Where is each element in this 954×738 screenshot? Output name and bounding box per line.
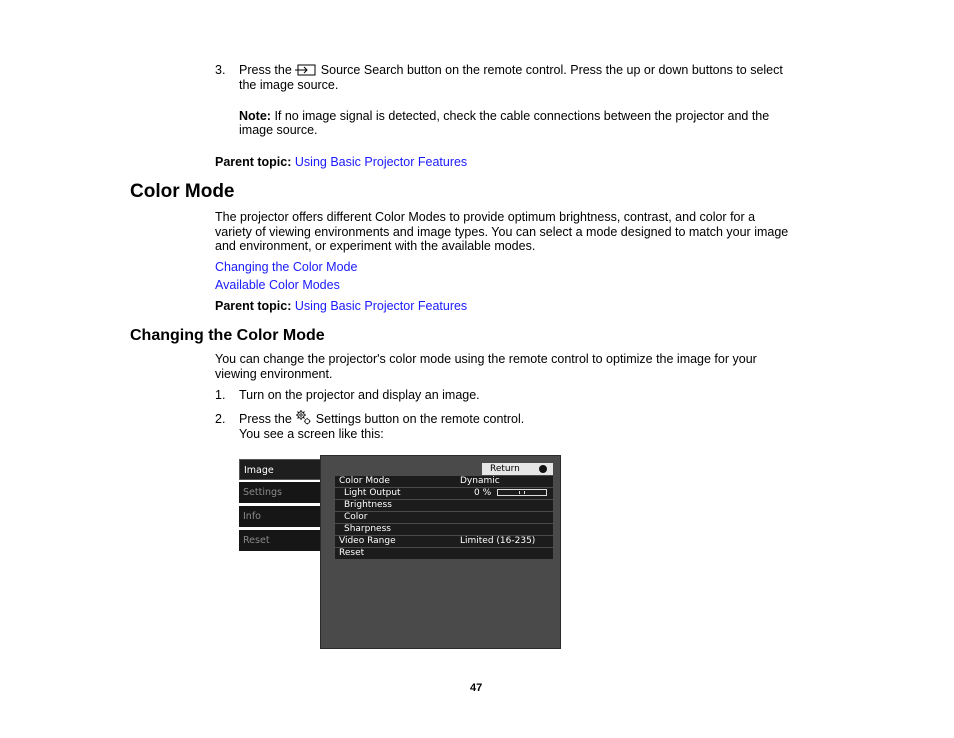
menu-row-label: Color Mode <box>339 476 390 486</box>
step1-text: Turn on the projector and display an image. <box>239 388 480 402</box>
menu-row-value: Dynamic <box>460 476 500 486</box>
menu-row-label: Sharpness <box>344 524 391 534</box>
color-mode-para-line2: variety of viewing environments and image types. You can select a mode designed to match your image <box>215 225 789 239</box>
step3-text-post: Source Search button on the remote control. Press the up or down buttons to select <box>320 63 783 77</box>
parent-topic-link[interactable]: Using Basic Projector Features <box>294 155 468 169</box>
step3-number: 3. <box>215 63 226 77</box>
step2-number: 2. <box>215 412 226 426</box>
page-number: 47 <box>470 682 483 694</box>
changing-para-line1: You can change the projector's color mode using the remote control to optimize the image for your <box>215 352 757 366</box>
menu-row-light-output <box>335 488 553 500</box>
menu-row-label: Brightness <box>344 500 392 510</box>
color-mode-heading: Color Mode <box>130 181 235 202</box>
menu-row-value: 0 % <box>474 488 492 498</box>
note-text: If no image signal is detected, check the cable connections between the projector and the <box>274 109 770 123</box>
changing-para-line2: viewing environment. <box>215 367 333 381</box>
menu-row-label: Video Range <box>339 536 396 546</box>
menu-panel <box>320 455 561 649</box>
menu-tab-settings: Settings <box>239 482 321 503</box>
color-mode-para-line1: The projector offers different Color Modes to provide optimum brightness, contrast, and color for a <box>215 210 756 224</box>
changing-color-mode-heading: Changing the Color Mode <box>130 327 325 344</box>
light-output-slider-marker <box>519 491 525 494</box>
menu-tab-reset: Reset <box>239 530 321 551</box>
parent-topic-1 <box>215 155 467 170</box>
menu-row-label: Color <box>344 512 368 522</box>
menu-tab-image: Image <box>239 459 327 480</box>
step1-number: 1. <box>215 388 226 402</box>
step2-text-pre: Press the <box>239 412 292 426</box>
menu-row-reset <box>335 548 553 560</box>
menu-tab-info: Info <box>239 506 321 527</box>
link-available-color-modes[interactable]: Available Color Modes <box>215 278 340 292</box>
parent-topic-label: Parent topic: <box>215 155 292 169</box>
light-output-slider <box>497 489 547 496</box>
menu-row-brightness <box>335 500 553 512</box>
step3-line2: the image source. <box>239 78 339 92</box>
menu-row-value: Limited (16-235) <box>460 536 536 546</box>
parent-topic-label: Parent topic: <box>215 299 292 313</box>
note-line2: image source. <box>239 123 318 137</box>
step3-text-pre: Press the <box>239 63 292 77</box>
return-arrow-icon <box>539 465 547 473</box>
color-mode-para-line3: and environment, or experiment with the available modes. <box>215 239 536 253</box>
menu-row-color <box>335 512 553 524</box>
menu-return-button <box>482 463 553 475</box>
note-label: Note: <box>239 109 271 123</box>
menu-row-sharpness <box>335 524 553 536</box>
menu-row-label: Reset <box>339 548 365 558</box>
step2-text-post: Settings button on the remote control. <box>315 412 525 426</box>
step2-line2: You see a screen like this: <box>239 427 384 441</box>
parent-topic-link[interactable]: Using Basic Projector Features <box>294 299 468 313</box>
parent-topic-2 <box>215 299 467 314</box>
note-line1 <box>239 109 769 124</box>
menu-row-label: Light Output <box>344 488 401 498</box>
menu-return-label: Return <box>490 464 520 474</box>
menu-row-color-mode <box>335 476 553 488</box>
projector-menu-screenshot <box>239 455 561 649</box>
link-changing-color-mode[interactable]: Changing the Color Mode <box>215 260 358 274</box>
menu-row-video-range <box>335 536 553 548</box>
